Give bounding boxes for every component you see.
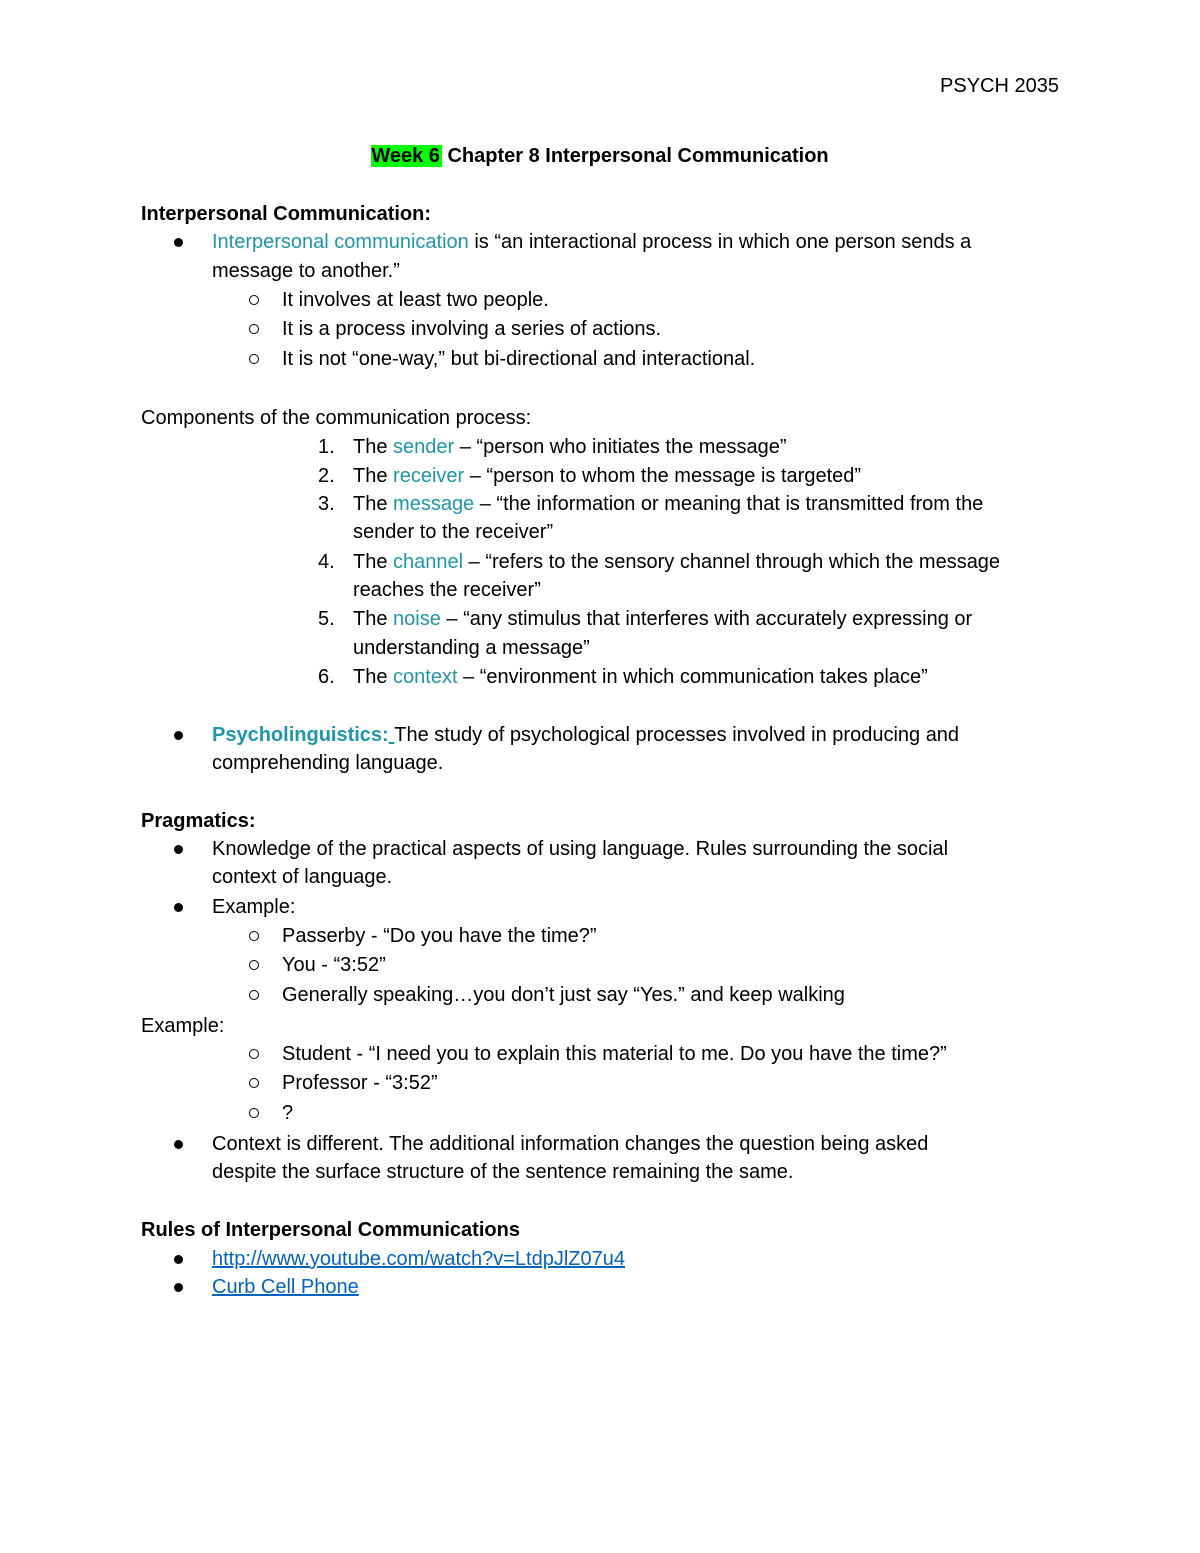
item-prefix: The <box>353 493 394 515</box>
sub-item-text: You - “3:52” <box>282 954 386 976</box>
item-text: – “person to whom the message is targeted” <box>464 465 862 487</box>
bullet-icon <box>174 903 183 912</box>
circle-bullet-icon <box>249 1108 259 1118</box>
item-text-cont: sender to the receiver” <box>353 521 554 543</box>
item-text: – “refers to the sensory channel through which the message <box>463 551 1001 573</box>
list-item <box>141 721 1141 749</box>
page-title <box>0 142 1200 170</box>
list-item <box>141 1130 1141 1158</box>
term-interpersonal-communication: Interpersonal communication <box>212 231 469 253</box>
term-receiver: receiver <box>393 465 465 487</box>
bullet-text-cont: despite the surface structure of the sentence remaining the same. <box>212 1161 794 1183</box>
item-text: – “any stimulus that interferes with accurately expressing or <box>440 608 973 630</box>
item-text: – “person who initiates the message” <box>454 436 787 458</box>
item-text: – “the information or meaning that is transmitted from the <box>474 493 984 515</box>
bullet-text: Knowledge of the practical aspects of using language. Rules surrounding the social <box>212 838 949 860</box>
list-item <box>141 893 1141 921</box>
bullet-icon <box>174 731 183 740</box>
section-heading-pragmatics: Pragmatics: <box>141 810 256 832</box>
list-item <box>141 1099 1141 1127</box>
term-sender: sender <box>393 436 455 458</box>
course-code: PSYCH 2035 <box>940 75 1059 97</box>
term-channel: channel <box>393 551 464 573</box>
sub-item-text: It is not “one-way,” but bi-directional and interactional. <box>282 348 756 370</box>
numbered-item <box>141 548 1141 576</box>
circle-bullet-icon <box>249 295 259 305</box>
circle-bullet-icon <box>249 1078 259 1088</box>
circle-bullet-icon <box>249 960 259 970</box>
item-number: 3. <box>318 493 335 515</box>
list-item <box>141 922 1141 950</box>
item-text-cont: understanding a message” <box>353 637 590 659</box>
item-number: 2. <box>318 465 335 487</box>
item-number: 5. <box>318 608 335 630</box>
item-number: 1. <box>318 436 335 458</box>
item-prefix: The <box>353 608 394 630</box>
sub-item-text: ? <box>282 1102 294 1124</box>
item-text: – “environment in which communication takes place” <box>457 666 928 688</box>
list-item <box>141 1273 1141 1301</box>
title-highlight: Week 6 <box>371 145 440 167</box>
definition-text-cont: comprehending language. <box>212 752 444 774</box>
list-item <box>141 228 1141 256</box>
definition-text-cont: message to another.” <box>212 260 400 282</box>
item-prefix: The <box>353 551 394 573</box>
circle-bullet-icon <box>249 990 259 1000</box>
item-number: 6. <box>318 666 335 688</box>
circle-bullet-icon <box>249 354 259 364</box>
item-prefix: The <box>353 666 394 688</box>
numbered-item <box>141 490 1141 518</box>
list-item <box>141 951 1141 979</box>
numbered-item <box>141 605 1141 633</box>
bullet-text: Context is different. The additional information changes the question being asked <box>212 1133 929 1155</box>
numbered-item <box>141 433 1141 461</box>
term-context: context <box>393 666 458 688</box>
example-label: Example: <box>141 1015 225 1037</box>
list-item <box>141 1040 1141 1068</box>
sub-item-text: It involves at least two people. <box>282 289 549 311</box>
definition-text: is “an interactional process in which one person sends a <box>468 231 972 253</box>
list-item <box>141 345 1141 373</box>
numbered-item <box>141 663 1141 691</box>
title-rest: Chapter 8 Interpersonal Communication <box>441 145 829 167</box>
item-number: 4. <box>318 551 335 573</box>
bullet-icon <box>174 238 183 247</box>
bullet-text: Example: <box>212 896 296 918</box>
item-prefix: The <box>353 436 394 458</box>
list-item <box>141 315 1141 343</box>
bullet-icon <box>174 1140 183 1149</box>
sub-item-text: Passerby - “Do you have the time?” <box>282 925 597 947</box>
bullet-icon <box>174 1255 183 1264</box>
sub-item-text: Generally speaking…you don’t just say “Yes.” and keep walking <box>282 984 845 1006</box>
list-item <box>141 1069 1141 1097</box>
circle-bullet-icon <box>249 324 259 334</box>
item-prefix: The <box>353 465 394 487</box>
numbered-item <box>141 462 1141 490</box>
term-psycholinguistics: Psycholinguistics: <box>212 724 389 746</box>
list-item <box>141 981 1141 1009</box>
list-item <box>141 286 1141 314</box>
item-text-cont: reaches the receiver” <box>353 579 541 601</box>
sub-item-text: It is a process involving a series of actions. <box>282 318 662 340</box>
term-message: message <box>393 493 475 515</box>
curb-cell-phone-link[interactable]: Curb Cell Phone <box>212 1276 359 1298</box>
circle-bullet-icon <box>249 931 259 941</box>
bullet-icon <box>174 845 183 854</box>
list-item <box>141 1245 1141 1273</box>
section-heading-components: Components of the communication process: <box>141 407 532 429</box>
circle-bullet-icon <box>249 1049 259 1059</box>
term-noise: noise <box>393 608 441 630</box>
list-item <box>141 835 1141 863</box>
bullet-icon <box>174 1283 183 1292</box>
sub-item-text: Student - “I need you to explain this material to me. Do you have the time?” <box>282 1043 947 1065</box>
definition-text: The study of psychological processes involved in producing and <box>394 724 960 746</box>
section-heading-interpersonal: Interpersonal Communication: <box>141 203 432 225</box>
bullet-text-cont: context of language. <box>212 866 393 888</box>
section-heading-rules: Rules of Interpersonal Communications <box>141 1219 520 1241</box>
sub-item-text: Professor - “3:52” <box>282 1072 438 1094</box>
youtube-link[interactable]: http://www.youtube.com/watch?v=LtdpJlZ07u4 <box>212 1248 626 1270</box>
